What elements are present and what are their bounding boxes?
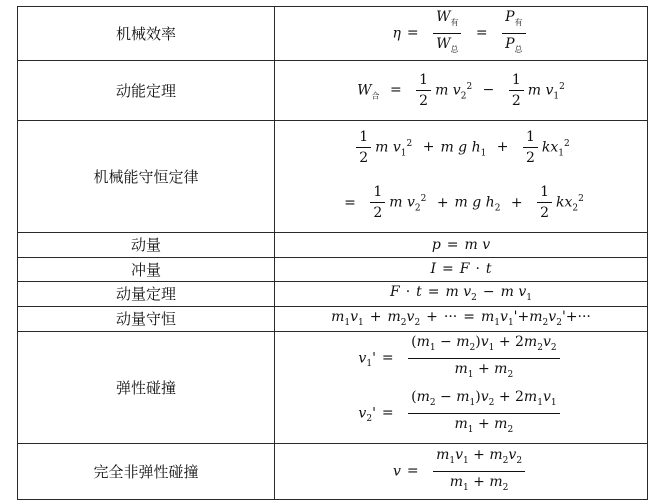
table-row [18,232,648,257]
row-label: 动量定理 [18,281,275,306]
row-label: 动量守恒 [18,306,275,331]
impulse-formula: I = F · t [275,257,648,281]
table-row [18,60,648,120]
row-label: 弹性碰撞 [18,331,275,443]
table-row [18,120,648,232]
table-row [18,281,648,306]
efficiency-formula: η = $\frac{W_有}{W_总}$ = $\frac{P_有}{P_总}$ [275,7,648,61]
row-label: 机械能守恒定律 [18,120,275,232]
momentum-theorem-formula: F · t = m $v_2 - m$ $v_1$ [275,281,648,306]
momentum-conservation-formula: $m_1v_1 + m_2v_2$ + ··· = $m_1v_1'+m_2v_2'+\cdot\cdot\cdot$ [275,306,648,331]
row-label: 冲量 [18,257,275,281]
row-label: 动量 [18,232,275,257]
table-row [18,257,648,281]
table-row [18,306,648,331]
kinetic-theorem-formula: $W_合$ = $\frac{1}{2}$ m $v_2^2$ − $\frac{1}{2}$ m $v_1^2$ [275,60,648,120]
momentum-formula: p = m v [275,232,648,257]
elastic-collision-formula: $v_1'$ = $\frac{(m_1 - m_2)v_1 + 2m_2v_2}{m_1 + m_2}$ $v_2'$ = $\frac{(m_2 - m_1)v_2 + 2m_1v_1}{m_1 + m_2}$ [275,331,648,443]
table-row [18,7,648,61]
mech-energy-formula: $\frac{1}{2}$ m $v_1^2 + m$ g $h_1$ + $\frac{1}{2}$ $kx_1^2$ = $\frac{1}{2}$ m $v_2^2 + m$ g $h_2$ + $\frac{1}{2}$ $kx_2^2$ [275,120,648,232]
row-label: 动能定理 [18,60,275,120]
inelastic-collision-formula: v = $\frac{m_1v_1 + m_2v_2}{m_1 + m_2}$ [275,443,648,499]
formula-table [17,6,648,500]
row-label: 机械效率 [18,7,275,61]
table-row [18,331,648,443]
row-label: 完全非弹性碰撞 [18,443,275,499]
table-row [18,443,648,499]
